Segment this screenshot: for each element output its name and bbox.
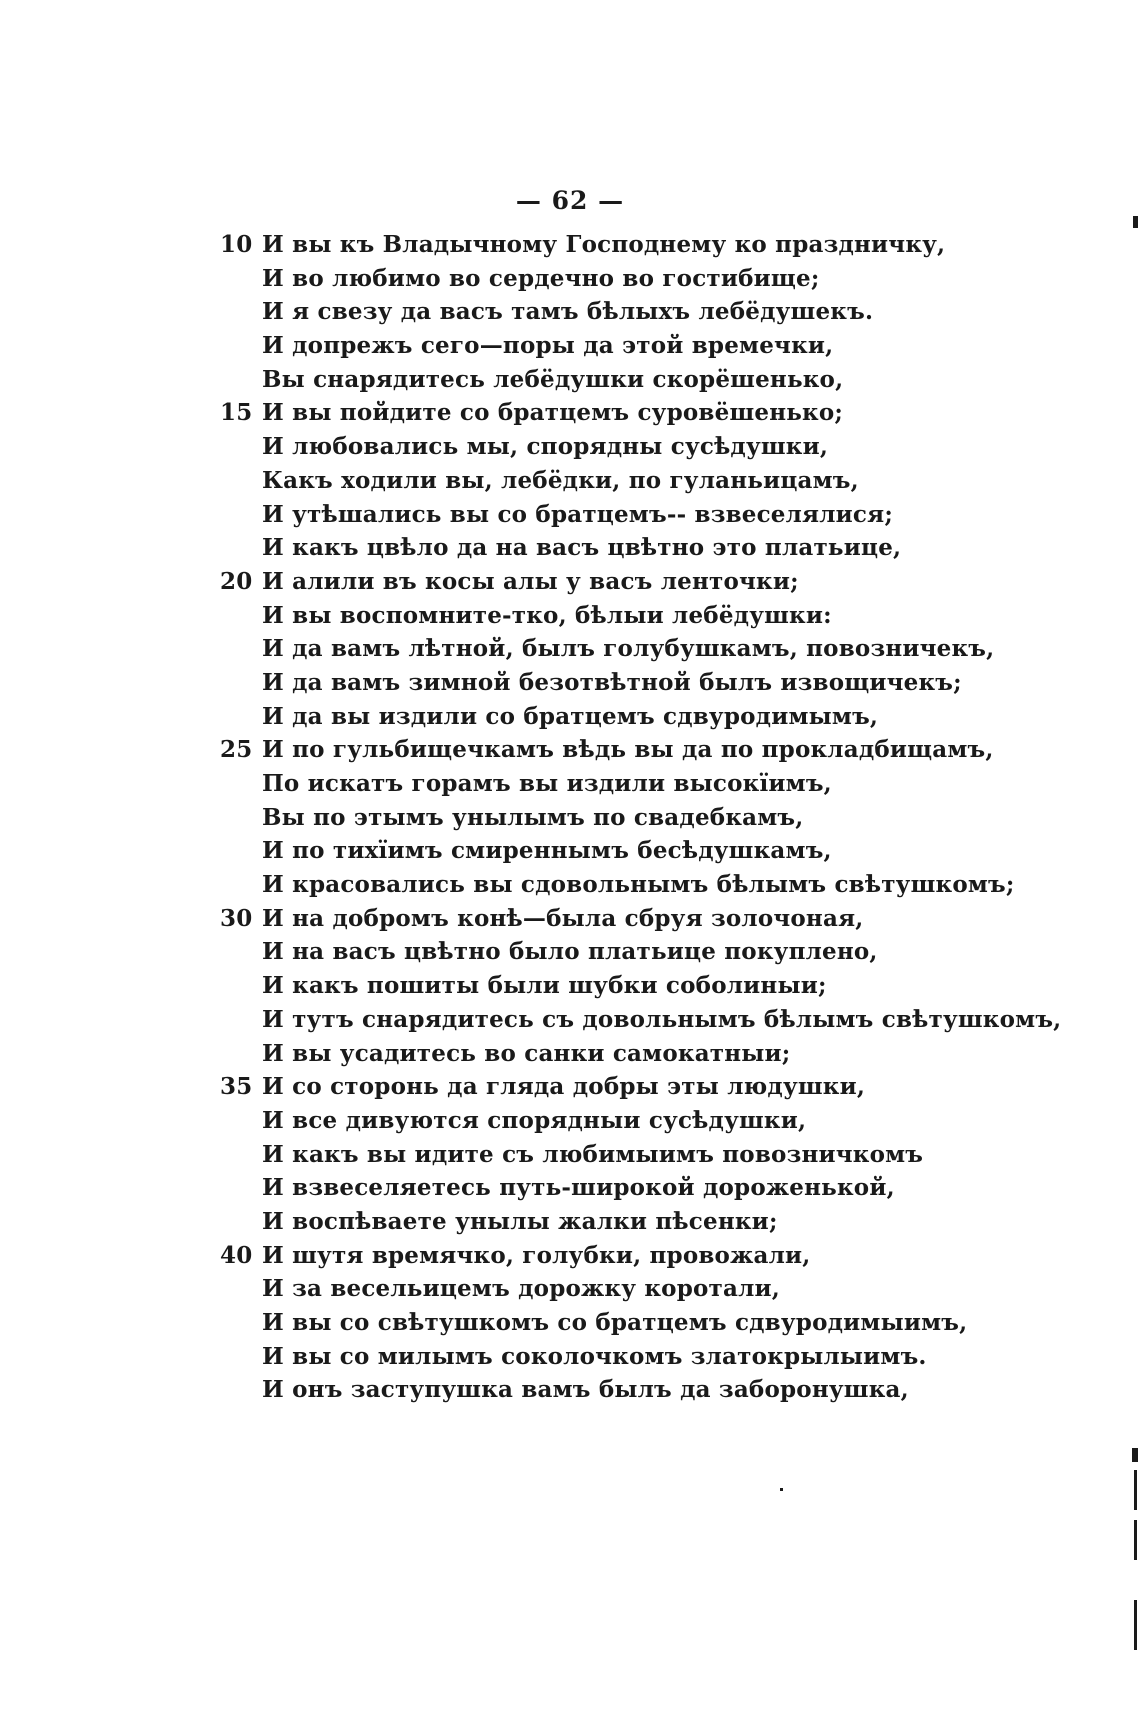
line-text: И допрежъ сего—поры да этой времечки, <box>262 332 834 360</box>
line-text: Вы снарядитесь лебёдушки скорёшенько, <box>262 365 844 393</box>
line-text: И по тихїимъ смиреннымъ бесѣдушкамъ, <box>262 837 832 865</box>
line-number: 10 <box>220 231 253 258</box>
line-text: И во любимо во сердечно во гостибище; <box>262 264 820 292</box>
line-text: И вы воспомните-тко, бѣлыи лебёдушки: <box>262 601 832 629</box>
verse-line <box>200 902 960 936</box>
verse-line <box>200 329 960 363</box>
line-text: И вы къ Владычному Господнему ко праздничку, <box>262 231 946 258</box>
line-text: И вы со милымъ соколочкомъ златокрылыимъ. <box>262 1342 927 1370</box>
line-text: И да вамъ лѣтной, былъ голубушкамъ, повозничекъ, <box>262 635 995 663</box>
line-text: И на добромъ конѣ—была сбруя золочоная, <box>262 904 864 932</box>
scan-mark <box>1132 1448 1138 1462</box>
verse-line <box>200 733 994 767</box>
line-text: По искатъ горамъ вы издили высокїимъ, <box>262 770 832 797</box>
line-text: И какъ цвѣло да на васъ цвѣтно это платьице, <box>262 534 902 562</box>
verse-line <box>200 700 960 734</box>
scan-mark <box>1134 1520 1137 1560</box>
verse-line <box>200 531 960 565</box>
verse-line <box>200 1104 960 1138</box>
line-text: И вы пойдите со братцемъ суровёшенько; <box>262 399 844 427</box>
line-number: 25 <box>220 736 253 764</box>
verse-line <box>200 969 960 1003</box>
line-number: 15 <box>220 399 253 427</box>
line-text: И любовались мы, спорядны сусѣдушки, <box>262 433 829 461</box>
line-text: И утѣшались вы со братцемъ-- взвеселялися; <box>262 500 894 528</box>
line-text: И шутя времячко, голубки, провожали, <box>262 1241 811 1269</box>
verse-line <box>200 295 960 329</box>
verse-line <box>200 767 960 801</box>
verse-line <box>200 430 960 464</box>
line-text: И вы со свѣтушкомъ со братцемъ сдвуродимыимъ, <box>262 1309 968 1336</box>
verse-line <box>200 262 960 296</box>
line-text: И онъ заступушка вамъ былъ да заборонушка, <box>262 1376 909 1404</box>
line-text: И вы усадитесь во санки самокатныи; <box>262 1039 791 1067</box>
line-number: 20 <box>220 567 253 595</box>
verse-line <box>200 834 960 868</box>
verse-line <box>200 1272 960 1306</box>
verse-line <box>200 1340 960 1374</box>
line-text: Вы по этымъ унылымъ по свадебкамъ, <box>262 803 804 831</box>
verse-line <box>200 1239 960 1273</box>
line-text: И какъ пошиты были шубки соболиныи; <box>262 972 827 1000</box>
verse-line <box>200 868 1015 902</box>
verse-line <box>200 228 960 262</box>
verse-line <box>200 599 960 633</box>
line-text: И алили въ косы алы у васъ ленточки; <box>262 567 799 595</box>
line-number: 35 <box>220 1073 253 1101</box>
line-text: И взвеселяетесь путь-широкой дороженькой, <box>262 1174 895 1202</box>
verse-line <box>200 632 995 666</box>
verse-line <box>200 1171 960 1205</box>
scan-mark <box>780 1488 783 1491</box>
scan-mark <box>1134 1600 1137 1650</box>
scan-mark <box>1134 1470 1137 1510</box>
line-text: И за весельицемъ дорожку коротали, <box>262 1275 780 1303</box>
line-text: И я свезу да васъ тамъ бѣлыхъ лебёдушекъ. <box>262 298 874 326</box>
verse-line <box>200 363 960 397</box>
line-text: И красовались вы сдовольнымъ бѣлымъ свѣтушкомъ; <box>262 871 1015 899</box>
verse-line <box>200 464 960 498</box>
page-number: — 62 — <box>515 186 625 215</box>
verse-line <box>200 1070 960 1104</box>
line-text: И воспѣваете унылы жалки пѣсенки; <box>262 1207 778 1235</box>
line-text: И на васъ цвѣтно было платьице покуплено, <box>262 938 878 966</box>
verse-line <box>200 498 960 532</box>
line-number: 40 <box>220 1241 253 1269</box>
verse-line <box>200 1003 1062 1037</box>
line-text: И да вы издили со братцемъ сдвуродимымъ, <box>262 702 879 730</box>
verse-line <box>200 1306 968 1340</box>
verse-line <box>200 666 960 700</box>
verse-line <box>200 801 960 835</box>
verse-line <box>200 1138 960 1172</box>
verse-line <box>200 1205 960 1239</box>
line-text: И тутъ снарядитесь съ довольнымъ бѣлымъ свѣтушкомъ, <box>262 1005 1062 1033</box>
verse-line <box>200 1037 960 1071</box>
line-number: 30 <box>220 904 253 932</box>
line-text: И по гульбищечкамъ вѣдь вы да по прокладбищамъ, <box>262 736 994 764</box>
verse-line <box>200 1373 960 1407</box>
line-text: И да вамъ зимной безотвѣтной былъ извощичекъ; <box>262 668 962 696</box>
verse-block <box>200 228 1062 1407</box>
verse-line <box>200 935 960 969</box>
line-text: И со сторонь да гляда добры эты людушки, <box>262 1073 866 1101</box>
scan-mark <box>1133 216 1138 228</box>
verse-line <box>200 396 960 430</box>
line-text: И все дивуются спорядныи сусѣдушки, <box>262 1106 807 1134</box>
line-text: Какъ ходили вы, лебёдки, по гуланьицамъ, <box>262 466 859 494</box>
verse-line <box>200 565 960 599</box>
line-text: И какъ вы идите съ любимыимъ повозничкомъ <box>262 1140 924 1168</box>
